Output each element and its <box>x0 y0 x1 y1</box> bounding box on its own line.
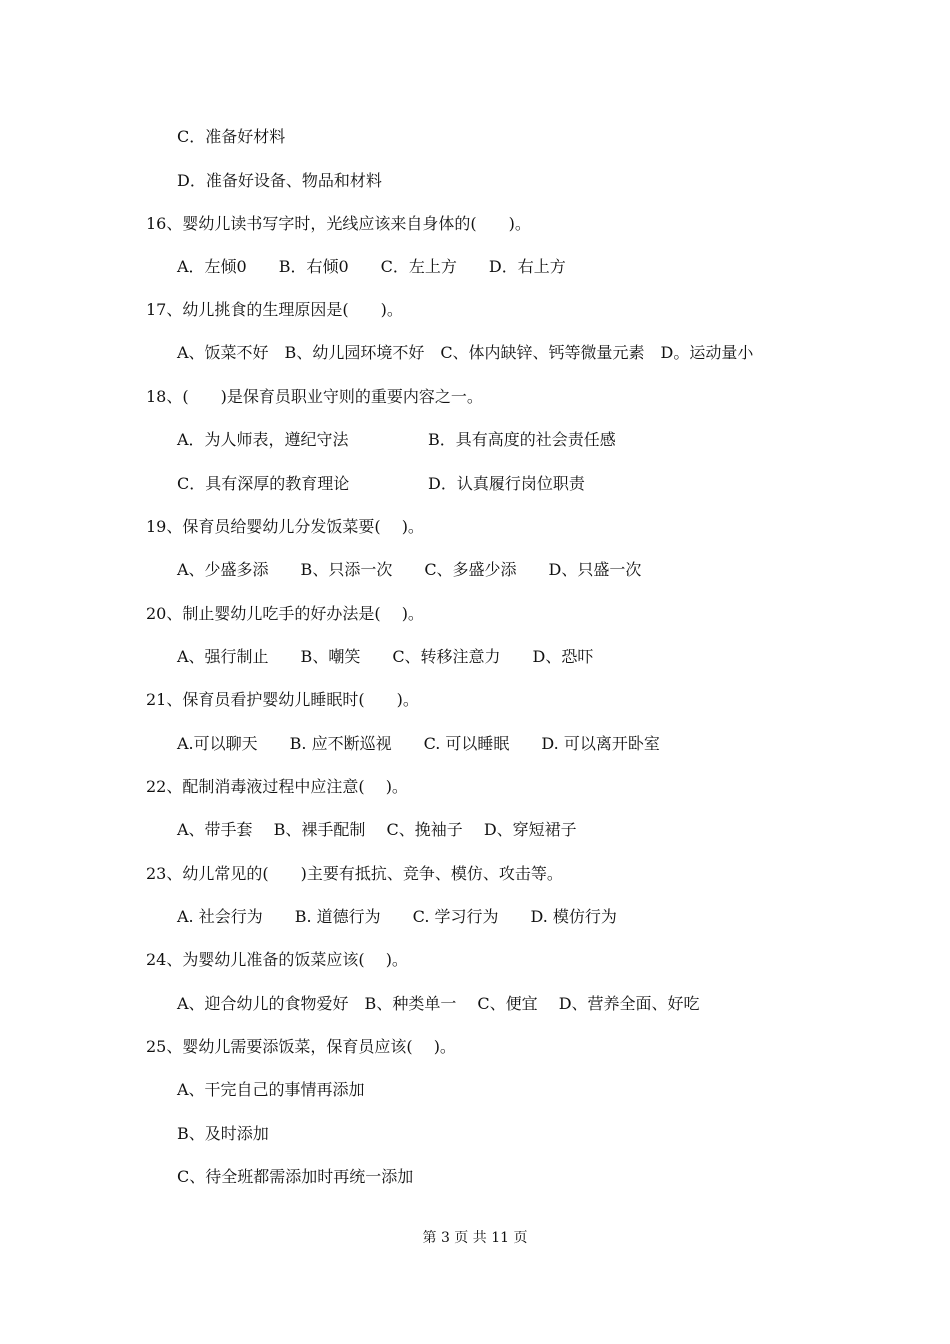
options-23: A. 社会行为 B. 道德行为 C. 学习行为 D. 模仿行为 <box>177 907 617 926</box>
options-19: A、少盛多添 B、只添一次 C、多盛少添 D、只盛一次 <box>177 560 642 579</box>
option-25b: B、及时添加 <box>177 1124 269 1143</box>
option-15c: C．准备好材料 <box>177 127 286 146</box>
question-21: 21、保育员看护婴幼儿睡眠时( )。 <box>146 690 419 709</box>
option-15d: D．准备好设备、物品和材料 <box>177 171 382 190</box>
options-16: A．左倾0 B．右倾0 C．左上方 D．右上方 <box>177 257 566 276</box>
question-16: 16、婴幼儿读书写字时，光线应该来自身体的( )。 <box>146 214 531 233</box>
question-22: 22、配制消毒液过程中应注意( )。 <box>146 777 408 796</box>
options-22: A、带手套 B、裸手配制 C、挽袖子 D、穿短裙子 <box>177 820 577 839</box>
option-25c: C、待全班都需添加时再统一添加 <box>177 1167 414 1186</box>
option-18a: A．为人师表，遵纪守法 <box>177 430 349 449</box>
question-17: 17、幼儿挑食的生理原因是( )。 <box>146 300 403 319</box>
question-18: 18、( )是保育员职业守则的重要内容之一。 <box>146 387 483 406</box>
option-18c: C．具有深厚的教育理论 <box>177 474 350 493</box>
option-18b: B．具有高度的社会责任感 <box>428 430 616 449</box>
options-21: A.可以聊天 B. 应不断巡视 C. 可以睡眠 D. 可以离开卧室 <box>177 734 660 753</box>
question-25: 25、婴幼儿需要添饭菜，保育员应该( )。 <box>146 1037 456 1056</box>
options-17: A、饭菜不好 B、幼儿园环境不好 C、体内缺锌、钙等微量元素 D。运动量小 <box>177 343 754 362</box>
option-25a: A、干完自己的事情再添加 <box>177 1080 365 1099</box>
options-24: A、迎合幼儿的食物爱好 B、种类单一 C、便宜 D、营养全面、好吃 <box>177 994 700 1013</box>
question-20: 20、制止婴幼儿吃手的好办法是( )。 <box>146 604 424 623</box>
question-19: 19、保育员给婴幼儿分发饭菜要( )。 <box>146 517 424 536</box>
page-footer: 第 3 页 共 11 页 <box>422 1230 528 1246</box>
options-20: A、强行制止 B、嘲笑 C、转移注意力 D、恐吓 <box>177 647 594 666</box>
question-24: 24、为婴幼儿准备的饭菜应该( )。 <box>146 950 408 969</box>
option-18d: D．认真履行岗位职责 <box>428 474 585 493</box>
question-23: 23、幼儿常见的( )主要有抵抗、竞争、模仿、攻击等。 <box>146 864 563 883</box>
